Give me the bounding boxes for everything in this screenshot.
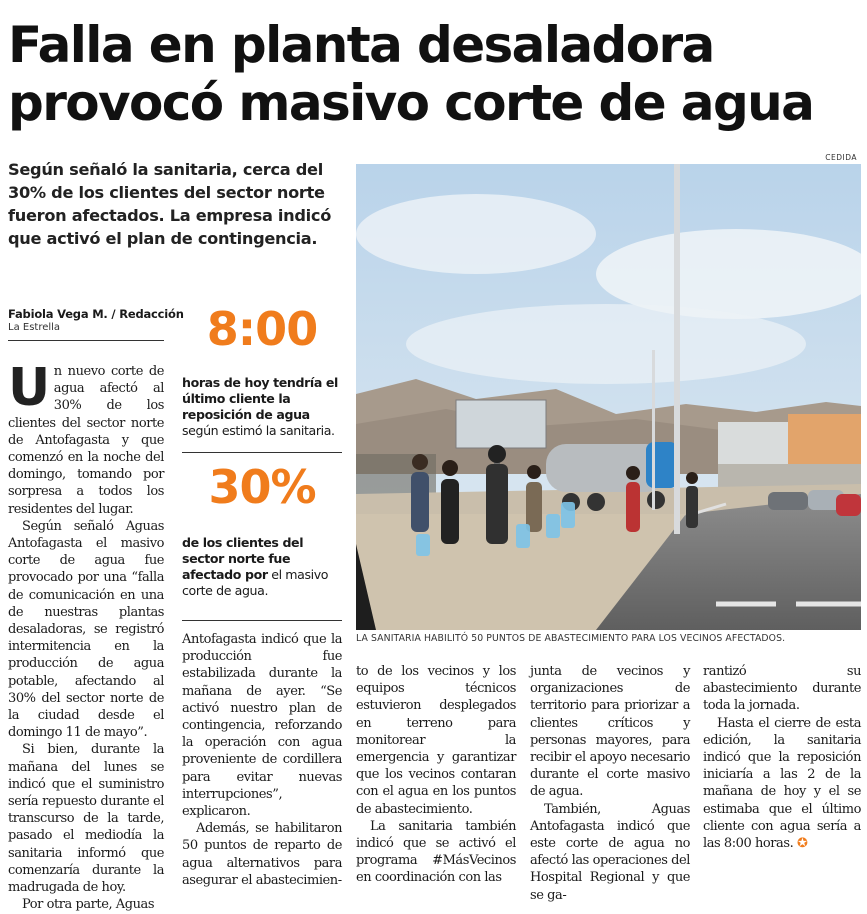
- paragraph-text: Hasta el cierre de esta edición, la sanitaria indicó que la reposición iniciaría a las 2 de la mañana de hoy y el se estimaba que el último cliente con agua sería a las 8:00 horas.: [703, 715, 861, 852]
- article-column-3: [356, 663, 516, 887]
- byline-divider: [8, 340, 164, 341]
- paragraph: Antofagasta indicó que la producción fue estabilizada durante la mañana de ayer. “Se activó nuestro plan de contingencia, reforzando la operación con agua proveniente de cordillera para evitar nuevas interrupciones”, explicaron.: [182, 632, 342, 820]
- stat-text-percent-bold: de los clientes del sector norte fue afectado por: [182, 535, 304, 582]
- paragraph: to de los vecinos y los equipos técnicos estuvieron desplegados en terreno para monitorear la emergencia y garantizar que los vecinos contaran con el agua en los puntos de abastecimiento.: [356, 664, 516, 817]
- deck-summary: Según señaló la sanitaria, cerca del 30% de los clientes del sector norte fueron afectados. La empresa indicó que activó el plan de contingencia.: [8, 160, 332, 248]
- article-column-4: [530, 663, 690, 904]
- end-mark-icon: ✪: [796, 836, 808, 852]
- headline-line-1: Falla en planta desaladora: [8, 16, 714, 74]
- article-column-5: [703, 663, 861, 852]
- paragraph: Por otra parte, Aguas: [22, 897, 155, 913]
- stat-number-percent: 30%: [208, 460, 316, 514]
- byline-author: Fabiola Vega M. / Redacción: [8, 307, 184, 321]
- headline-line-2: provocó masivo corte de agua: [8, 74, 814, 132]
- headline: [8, 16, 858, 132]
- paragraph-text: n nuevo corte de agua afectó al 30% de los clientes del sector norte de Antofagasta y que comenzó en la noche del domingo, tomando por sorpresa a todos los residentes del lugar.: [8, 364, 164, 517]
- byline-outlet: La Estrella: [8, 322, 61, 333]
- paragraph: [703, 715, 861, 853]
- paragraph: La sanitaria también indicó que se activó el programa #MásVecinos en coordinación con las: [356, 818, 516, 886]
- paragraph: rantizó su abastecimiento durante toda la jornada.: [703, 664, 861, 714]
- paragraph: Además, se habilitaron 50 puntos de reparto de agua alternativos para asegurar el abastecimien-: [182, 821, 342, 888]
- byline: [8, 307, 184, 333]
- article-column-2: [182, 631, 342, 889]
- stat-text-time: [182, 375, 342, 439]
- paragraph: junta de vecinos y organizaciones de territorio para priorizar a clientes críticos y personas mayores, para recibir el apoyo necesario durante el corte masivo de agua.: [530, 664, 690, 800]
- stat-number-time: 8:00: [206, 302, 318, 356]
- photo-caption: LA SANITARIA HABILITÓ 50 PUNTOS DE ABASTECIMIENTO PARA LOS VECINOS AFECTADOS.: [356, 633, 786, 644]
- news-photo: [356, 164, 861, 630]
- stat-text-time-bold: horas de hoy tendría el último cliente la reposición de agua: [182, 375, 338, 422]
- paragraph: También, Aguas Antofagasta indicó que este corte de agua no afectó las operaciones del Hospital Regional y que se ga-: [530, 801, 690, 903]
- paragraph: Si bien, durante la mañana del lunes se indicó que el suministro sería repuesto durante el transcurso de la tarde, pasado el mediodía la sanitaria informó que comenzaría durante la madrugada de hoy.: [8, 742, 164, 896]
- paragraph: Según señaló Aguas Antofagasta el masivo corte de agua fue provocado por una “falla de comunicación en una de nuestras plantas desaladoras, se registró intermitencia en la producción de agua potable, afectando al 30% del sector norte de la ciudad desde el domingo 11 de mayo”.: [8, 518, 164, 741]
- photo-credit: CEDIDA: [825, 153, 857, 162]
- stat-divider: [182, 452, 342, 453]
- article-column-1: [8, 358, 164, 914]
- stat-bottom-divider: [182, 620, 342, 621]
- stat-text-time-regular: según estimó la sanitaria.: [182, 423, 335, 438]
- paragraph: [8, 358, 164, 518]
- stat-text-percent-regular: el masivo corte de agua.: [182, 567, 329, 598]
- drop-cap: U: [8, 358, 50, 418]
- photo-illustration: [356, 164, 861, 630]
- stat-text-percent: [182, 535, 342, 599]
